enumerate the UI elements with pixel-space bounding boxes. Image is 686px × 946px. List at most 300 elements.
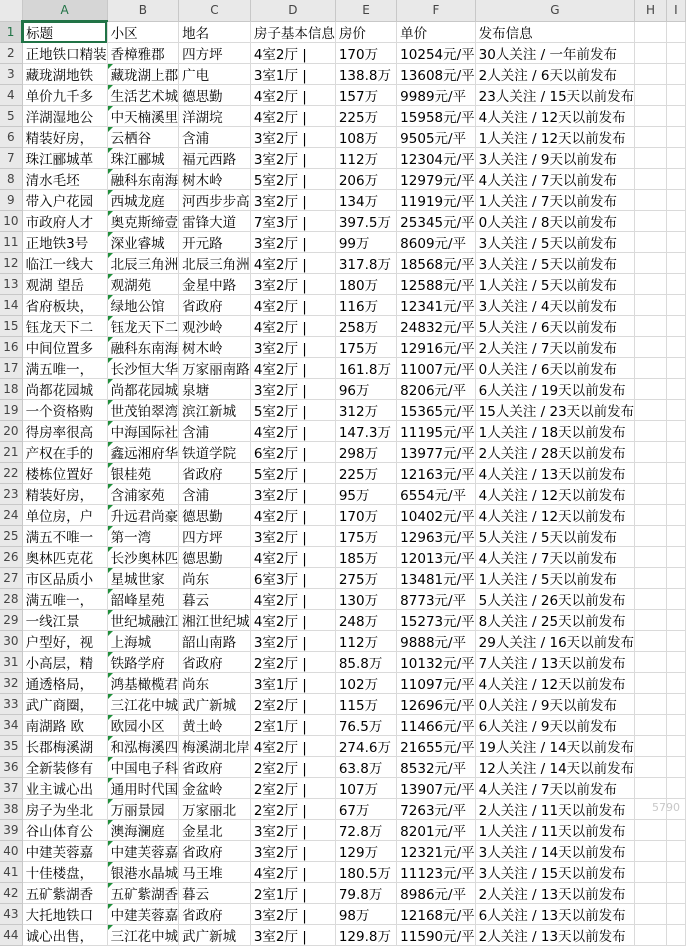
cell-e10[interactable]: 397.5万: [335, 211, 396, 232]
cell-h39[interactable]: [635, 820, 667, 841]
cell-c8[interactable]: 树木岭: [179, 169, 251, 190]
cell-c4[interactable]: 德思勤: [179, 85, 251, 106]
cell-h9[interactable]: [635, 190, 667, 211]
cell-e2[interactable]: 170万: [335, 43, 396, 64]
column-header-c[interactable]: C: [179, 0, 251, 21]
cell-a22[interactable]: 楼栋位置好: [22, 463, 107, 484]
cell-c38[interactable]: 万家丽北: [179, 799, 251, 820]
row-header[interactable]: 37: [0, 778, 22, 799]
cell-h24[interactable]: [635, 505, 667, 526]
cell-i42[interactable]: [666, 883, 685, 904]
cell-c30[interactable]: 韶山南路: [179, 631, 251, 652]
cell-i4[interactable]: [666, 85, 685, 106]
column-header-g[interactable]: G: [475, 0, 635, 21]
cell-d34[interactable]: 2室1厅 |: [250, 715, 335, 736]
cell-e23[interactable]: 95万: [335, 484, 396, 505]
cell-e19[interactable]: 312万: [335, 400, 396, 421]
cell-b20[interactable]: 中海国际社: [107, 421, 179, 442]
cell-f25[interactable]: 12963元/平: [397, 526, 476, 547]
row-header[interactable]: 11: [0, 232, 22, 253]
cell-e32[interactable]: 102万: [335, 673, 396, 694]
cell-c35[interactable]: 梅溪湖北岸: [179, 736, 251, 757]
cell-f29[interactable]: 15273元/平: [397, 610, 476, 631]
cell-a12[interactable]: 临江一线大: [22, 253, 107, 274]
cell-c41[interactable]: 马王堆: [179, 862, 251, 883]
cell-h1[interactable]: [635, 21, 667, 43]
cell-a33[interactable]: 武广商圈，: [22, 694, 107, 715]
cell-h43[interactable]: [635, 904, 667, 925]
cell-a2[interactable]: 正地铁口精装: [22, 43, 107, 64]
cell-f27[interactable]: 13481元/平: [397, 568, 476, 589]
row-header[interactable]: 7: [0, 148, 22, 169]
row-header[interactable]: 35: [0, 736, 22, 757]
row-header[interactable]: 12: [0, 253, 22, 274]
cell-c36[interactable]: 省政府: [179, 757, 251, 778]
cell-e3[interactable]: 138.8万: [335, 64, 396, 85]
cell-e37[interactable]: 107万: [335, 778, 396, 799]
cell-e12[interactable]: 317.8万: [335, 253, 396, 274]
row-header[interactable]: 21: [0, 442, 22, 463]
row-header[interactable]: 9: [0, 190, 22, 211]
cell-i23[interactable]: [666, 484, 685, 505]
cell-a14[interactable]: 省府板块，: [22, 295, 107, 316]
cell-g2[interactable]: 30人关注 / 一年前发布: [475, 43, 635, 64]
cell-i11[interactable]: [666, 232, 685, 253]
cell-e14[interactable]: 116万: [335, 295, 396, 316]
cell-d5[interactable]: 4室2厅 |: [250, 106, 335, 127]
column-header-d[interactable]: D: [250, 0, 335, 21]
cell-a37[interactable]: 业主诚心出: [22, 778, 107, 799]
cell-d37[interactable]: 2室2厅 |: [250, 778, 335, 799]
cell-g37[interactable]: 4人关注 / 7天以前发布: [475, 778, 635, 799]
cell-f20[interactable]: 11195元/平: [397, 421, 476, 442]
cell-f22[interactable]: 12163元/平: [397, 463, 476, 484]
cell-g5[interactable]: 4人关注 / 12天以前发布: [475, 106, 635, 127]
cell-a44[interactable]: 诚心出售，: [22, 925, 107, 946]
cell-b23[interactable]: 含浦家苑: [107, 484, 179, 505]
row-header[interactable]: 17: [0, 358, 22, 379]
cell-f9[interactable]: 11919元/平: [397, 190, 476, 211]
cell-f8[interactable]: 12979元/平: [397, 169, 476, 190]
cell-b32[interactable]: 鸿基橄榄君: [107, 673, 179, 694]
cell-g38[interactable]: 2人关注 / 11天以前发布: [475, 799, 635, 820]
cell-h32[interactable]: [635, 673, 667, 694]
cell-f24[interactable]: 10402元/平: [397, 505, 476, 526]
row-header[interactable]: 30: [0, 631, 22, 652]
cell-h21[interactable]: [635, 442, 667, 463]
cell-g17[interactable]: 0人关注 / 6天以前发布: [475, 358, 635, 379]
row-header[interactable]: 1: [0, 21, 22, 43]
cell-i30[interactable]: [666, 631, 685, 652]
cell-d44[interactable]: 3室2厅 |: [250, 925, 335, 946]
cell-f35[interactable]: 21655元/平: [397, 736, 476, 757]
cell-b3[interactable]: 藏珑湖上郡: [107, 64, 179, 85]
cell-f1[interactable]: 单价: [397, 21, 476, 43]
cell-h2[interactable]: [635, 43, 667, 64]
cell-e4[interactable]: 157万: [335, 85, 396, 106]
cell-h23[interactable]: [635, 484, 667, 505]
cell-c23[interactable]: 含浦: [179, 484, 251, 505]
cell-d39[interactable]: 3室2厅 |: [250, 820, 335, 841]
cell-d25[interactable]: 3室2厅 |: [250, 526, 335, 547]
cell-c25[interactable]: 四方坪: [179, 526, 251, 547]
cell-f13[interactable]: 12588元/平: [397, 274, 476, 295]
cell-b33[interactable]: 三江花中城: [107, 694, 179, 715]
cell-i12[interactable]: [666, 253, 685, 274]
row-header[interactable]: 32: [0, 673, 22, 694]
cell-c10[interactable]: 雷锋大道: [179, 211, 251, 232]
cell-b38[interactable]: 万丽景园: [107, 799, 179, 820]
cell-h7[interactable]: [635, 148, 667, 169]
cell-c42[interactable]: 暮云: [179, 883, 251, 904]
cell-e1[interactable]: 房价: [335, 21, 396, 43]
cell-i36[interactable]: [666, 757, 685, 778]
cell-i22[interactable]: [666, 463, 685, 484]
row-header[interactable]: 4: [0, 85, 22, 106]
cell-b11[interactable]: 深业睿城: [107, 232, 179, 253]
cell-f39[interactable]: 8201元/平: [397, 820, 476, 841]
cell-f30[interactable]: 9888元/平: [397, 631, 476, 652]
cell-b2[interactable]: 香樟雅郡: [107, 43, 179, 64]
cell-g42[interactable]: 2人关注 / 13天以前发布: [475, 883, 635, 904]
cell-c6[interactable]: 含浦: [179, 127, 251, 148]
cell-g4[interactable]: 23人关注 / 15天以前发布: [475, 85, 635, 106]
cell-b39[interactable]: 澳海澜庭: [107, 820, 179, 841]
cell-d19[interactable]: 5室2厅 |: [250, 400, 335, 421]
cell-h26[interactable]: [635, 547, 667, 568]
cell-d15[interactable]: 4室2厅 |: [250, 316, 335, 337]
cell-b1[interactable]: 小区: [107, 21, 179, 43]
cell-c1[interactable]: 地名: [179, 21, 251, 43]
cell-a10[interactable]: 市政府人才: [22, 211, 107, 232]
cell-e42[interactable]: 79.8万: [335, 883, 396, 904]
cell-b34[interactable]: 欧园小区: [107, 715, 179, 736]
cell-c31[interactable]: 省政府: [179, 652, 251, 673]
row-header[interactable]: 29: [0, 610, 22, 631]
row-header[interactable]: 3: [0, 64, 22, 85]
cell-c29[interactable]: 湘江世纪城: [179, 610, 251, 631]
cell-a6[interactable]: 精装好房，: [22, 127, 107, 148]
cell-d33[interactable]: 2室2厅 |: [250, 694, 335, 715]
cell-b43[interactable]: 中建芙蓉嘉: [107, 904, 179, 925]
cell-i24[interactable]: [666, 505, 685, 526]
cell-c13[interactable]: 金星中路: [179, 274, 251, 295]
cell-d35[interactable]: 4室2厅 |: [250, 736, 335, 757]
cell-i44[interactable]: [666, 925, 685, 946]
cell-b6[interactable]: 云栖谷: [107, 127, 179, 148]
cell-c21[interactable]: 铁道学院: [179, 442, 251, 463]
cell-g1[interactable]: 发布信息: [475, 21, 635, 43]
cell-f28[interactable]: 8773元/平: [397, 589, 476, 610]
cell-g43[interactable]: 6人关注 / 13天以前发布: [475, 904, 635, 925]
cell-a11[interactable]: 正地铁3号: [22, 232, 107, 253]
cell-d30[interactable]: 3室2厅 |: [250, 631, 335, 652]
cell-d1[interactable]: 房子基本信息: [250, 21, 335, 43]
cell-h15[interactable]: [635, 316, 667, 337]
cell-f7[interactable]: 12304元/平: [397, 148, 476, 169]
row-header[interactable]: 41: [0, 862, 22, 883]
cell-e41[interactable]: 180.5万: [335, 862, 396, 883]
cell-i10[interactable]: [666, 211, 685, 232]
cell-e26[interactable]: 185万: [335, 547, 396, 568]
cell-h36[interactable]: [635, 757, 667, 778]
cell-a16[interactable]: 中间位置多: [22, 337, 107, 358]
cell-i16[interactable]: [666, 337, 685, 358]
cell-f23[interactable]: 6554元/平: [397, 484, 476, 505]
cell-h28[interactable]: [635, 589, 667, 610]
cell-f42[interactable]: 8986元/平: [397, 883, 476, 904]
cell-e29[interactable]: 248万: [335, 610, 396, 631]
cell-f21[interactable]: 13977元/平: [397, 442, 476, 463]
cell-a5[interactable]: 洋湖湿地公: [22, 106, 107, 127]
cell-b29[interactable]: 世纪城融江: [107, 610, 179, 631]
cell-h17[interactable]: [635, 358, 667, 379]
cell-b40[interactable]: 中建芙蓉嘉: [107, 841, 179, 862]
row-header[interactable]: 14: [0, 295, 22, 316]
column-header-f[interactable]: F: [397, 0, 476, 21]
cell-h3[interactable]: [635, 64, 667, 85]
cell-f12[interactable]: 18568元/平: [397, 253, 476, 274]
cell-h44[interactable]: [635, 925, 667, 946]
cell-c28[interactable]: 暮云: [179, 589, 251, 610]
cell-g34[interactable]: 6人关注 / 9天以前发布: [475, 715, 635, 736]
cell-a27[interactable]: 市区品质小: [22, 568, 107, 589]
cell-d13[interactable]: 3室2厅 |: [250, 274, 335, 295]
cell-a35[interactable]: 长郡梅溪湖: [22, 736, 107, 757]
column-header-e[interactable]: E: [335, 0, 396, 21]
cell-d36[interactable]: 2室2厅 |: [250, 757, 335, 778]
row-header[interactable]: 25: [0, 526, 22, 547]
cell-e24[interactable]: 170万: [335, 505, 396, 526]
cell-d8[interactable]: 5室2厅 |: [250, 169, 335, 190]
row-header[interactable]: 20: [0, 421, 22, 442]
cell-i41[interactable]: [666, 862, 685, 883]
cell-a36[interactable]: 全新装修有: [22, 757, 107, 778]
cell-d6[interactable]: 3室2厅 |: [250, 127, 335, 148]
cell-g23[interactable]: 4人关注 / 12天以前发布: [475, 484, 635, 505]
cell-e30[interactable]: 112万: [335, 631, 396, 652]
cell-b41[interactable]: 银港水晶城: [107, 862, 179, 883]
cell-f10[interactable]: 25345元/平: [397, 211, 476, 232]
cell-d16[interactable]: 3室2厅 |: [250, 337, 335, 358]
cell-f5[interactable]: 15958元/平: [397, 106, 476, 127]
cell-a20[interactable]: 得房率很高: [22, 421, 107, 442]
cell-e13[interactable]: 180万: [335, 274, 396, 295]
cell-a3[interactable]: 藏珑湖地铁: [22, 64, 107, 85]
cell-i35[interactable]: [666, 736, 685, 757]
cell-e8[interactable]: 206万: [335, 169, 396, 190]
cell-g25[interactable]: 5人关注 / 5天以前发布: [475, 526, 635, 547]
cell-c18[interactable]: 泉塘: [179, 379, 251, 400]
cell-a23[interactable]: 精装好房，: [22, 484, 107, 505]
cell-i33[interactable]: [666, 694, 685, 715]
cell-e18[interactable]: 96万: [335, 379, 396, 400]
cell-e39[interactable]: 72.8万: [335, 820, 396, 841]
row-header[interactable]: 23: [0, 484, 22, 505]
cell-b28[interactable]: 韶峰星苑: [107, 589, 179, 610]
row-header[interactable]: 19: [0, 400, 22, 421]
cell-b44[interactable]: 三江花中城: [107, 925, 179, 946]
row-header[interactable]: 40: [0, 841, 22, 862]
cell-a17[interactable]: 满五唯一，: [22, 358, 107, 379]
row-header[interactable]: 38: [0, 799, 22, 820]
cell-f6[interactable]: 9505元/平: [397, 127, 476, 148]
cell-f41[interactable]: 11123元/平: [397, 862, 476, 883]
cell-g28[interactable]: 5人关注 / 26天以前发布: [475, 589, 635, 610]
cell-i17[interactable]: [666, 358, 685, 379]
cell-f33[interactable]: 12696元/平: [397, 694, 476, 715]
cell-i28[interactable]: [666, 589, 685, 610]
cell-b35[interactable]: 和泓梅溪四: [107, 736, 179, 757]
cell-d32[interactable]: 3室1厅 |: [250, 673, 335, 694]
cell-f2[interactable]: 10254元/平: [397, 43, 476, 64]
cell-d31[interactable]: 2室2厅 |: [250, 652, 335, 673]
row-header[interactable]: 22: [0, 463, 22, 484]
cell-h13[interactable]: [635, 274, 667, 295]
cell-i37[interactable]: [666, 778, 685, 799]
cell-b7[interactable]: 珠江郦城: [107, 148, 179, 169]
cell-f15[interactable]: 24832元/平: [397, 316, 476, 337]
row-header[interactable]: 10: [0, 211, 22, 232]
cell-e34[interactable]: 76.5万: [335, 715, 396, 736]
cell-i1[interactable]: [666, 21, 685, 43]
cell-e28[interactable]: 130万: [335, 589, 396, 610]
cell-h37[interactable]: [635, 778, 667, 799]
cell-i21[interactable]: [666, 442, 685, 463]
cell-h11[interactable]: [635, 232, 667, 253]
cell-h22[interactable]: [635, 463, 667, 484]
cell-f3[interactable]: 13608元/平: [397, 64, 476, 85]
cell-b16[interactable]: 融科东南海: [107, 337, 179, 358]
cell-d2[interactable]: 4室2厅 |: [250, 43, 335, 64]
cell-d7[interactable]: 3室2厅 |: [250, 148, 335, 169]
row-header[interactable]: 8: [0, 169, 22, 190]
cell-f40[interactable]: 12321元/平: [397, 841, 476, 862]
cell-h10[interactable]: [635, 211, 667, 232]
cell-c20[interactable]: 含浦: [179, 421, 251, 442]
cell-a30[interactable]: 户型好，视: [22, 631, 107, 652]
cell-g8[interactable]: 4人关注 / 7天以前发布: [475, 169, 635, 190]
cell-i3[interactable]: [666, 64, 685, 85]
cell-e16[interactable]: 175万: [335, 337, 396, 358]
cell-e25[interactable]: 175万: [335, 526, 396, 547]
cell-i27[interactable]: [666, 568, 685, 589]
cell-c33[interactable]: 武广新城: [179, 694, 251, 715]
row-header[interactable]: 15: [0, 316, 22, 337]
cell-g41[interactable]: 3人关注 / 15天以前发布: [475, 862, 635, 883]
cell-c3[interactable]: 广电: [179, 64, 251, 85]
cell-g22[interactable]: 4人关注 / 13天以前发布: [475, 463, 635, 484]
cell-g21[interactable]: 2人关注 / 28天以前发布: [475, 442, 635, 463]
cell-f36[interactable]: 8532元/平: [397, 757, 476, 778]
cell-h30[interactable]: [635, 631, 667, 652]
cell-e33[interactable]: 115万: [335, 694, 396, 715]
cell-b36[interactable]: 中国电子科: [107, 757, 179, 778]
cell-d14[interactable]: 4室2厅 |: [250, 295, 335, 316]
cell-g35[interactable]: 19人关注 / 14天以前发布: [475, 736, 635, 757]
cell-f32[interactable]: 11097元/平: [397, 673, 476, 694]
cell-i32[interactable]: [666, 673, 685, 694]
cell-b37[interactable]: 通用时代国: [107, 778, 179, 799]
cell-g33[interactable]: 0人关注 / 9天以前发布: [475, 694, 635, 715]
cell-d20[interactable]: 4室2厅 |: [250, 421, 335, 442]
cell-g27[interactable]: 1人关注 / 5天以前发布: [475, 568, 635, 589]
cell-c27[interactable]: 尚东: [179, 568, 251, 589]
cell-i5[interactable]: [666, 106, 685, 127]
cell-d11[interactable]: 3室2厅 |: [250, 232, 335, 253]
cell-c32[interactable]: 尚东: [179, 673, 251, 694]
cell-e27[interactable]: 275万: [335, 568, 396, 589]
cell-a38[interactable]: 房子为坐北: [22, 799, 107, 820]
cell-b18[interactable]: 尚都花园城: [107, 379, 179, 400]
cell-a40[interactable]: 中建芙蓉嘉: [22, 841, 107, 862]
cell-h35[interactable]: [635, 736, 667, 757]
cell-b27[interactable]: 星城世家: [107, 568, 179, 589]
cell-d23[interactable]: 3室2厅 |: [250, 484, 335, 505]
cell-i9[interactable]: [666, 190, 685, 211]
cell-d28[interactable]: 4室2厅 |: [250, 589, 335, 610]
cell-h12[interactable]: [635, 253, 667, 274]
cell-c16[interactable]: 树木岭: [179, 337, 251, 358]
cell-d10[interactable]: 7室3厅 |: [250, 211, 335, 232]
cell-a28[interactable]: 满五唯一，: [22, 589, 107, 610]
cell-i43[interactable]: [666, 904, 685, 925]
cell-e9[interactable]: 134万: [335, 190, 396, 211]
select-all-corner[interactable]: [0, 0, 22, 21]
cell-b22[interactable]: 银桂苑: [107, 463, 179, 484]
cell-e31[interactable]: 85.8万: [335, 652, 396, 673]
cell-d40[interactable]: 3室2厅 |: [250, 841, 335, 862]
cell-h14[interactable]: [635, 295, 667, 316]
cell-g13[interactable]: 1人关注 / 5天以前发布: [475, 274, 635, 295]
row-header[interactable]: 18: [0, 379, 22, 400]
cell-e20[interactable]: 147.3万: [335, 421, 396, 442]
row-header[interactable]: 2: [0, 43, 22, 64]
cell-i2[interactable]: [666, 43, 685, 64]
cell-c24[interactable]: 德思勤: [179, 505, 251, 526]
cell-d38[interactable]: 2室2厅 |: [250, 799, 335, 820]
row-header[interactable]: 39: [0, 820, 22, 841]
cell-b25[interactable]: 第一湾: [107, 526, 179, 547]
cell-i13[interactable]: [666, 274, 685, 295]
cell-h25[interactable]: [635, 526, 667, 547]
cell-c7[interactable]: 福元西路: [179, 148, 251, 169]
row-header[interactable]: 27: [0, 568, 22, 589]
cell-a26[interactable]: 奥林匹克花: [22, 547, 107, 568]
cell-f43[interactable]: 12168元/平: [397, 904, 476, 925]
cell-f44[interactable]: 11590元/平: [397, 925, 476, 946]
cell-d17[interactable]: 4室2厅 |: [250, 358, 335, 379]
cell-a8[interactable]: 清水毛坯: [22, 169, 107, 190]
cell-f16[interactable]: 12916元/平: [397, 337, 476, 358]
row-header[interactable]: 5: [0, 106, 22, 127]
cell-h16[interactable]: [635, 337, 667, 358]
cell-d24[interactable]: 4室2厅 |: [250, 505, 335, 526]
row-header[interactable]: 26: [0, 547, 22, 568]
cell-b5[interactable]: 中天楠溪里: [107, 106, 179, 127]
cell-c26[interactable]: 德思勤: [179, 547, 251, 568]
cell-h19[interactable]: [635, 400, 667, 421]
cell-a25[interactable]: 满五不唯一: [22, 526, 107, 547]
cell-c9[interactable]: 河西步步高: [179, 190, 251, 211]
cell-g29[interactable]: 8人关注 / 25天以前发布: [475, 610, 635, 631]
cell-e35[interactable]: 274.6万: [335, 736, 396, 757]
cell-h18[interactable]: [635, 379, 667, 400]
cell-g10[interactable]: 0人关注 / 8天以前发布: [475, 211, 635, 232]
cell-i25[interactable]: [666, 526, 685, 547]
cell-g3[interactable]: 2人关注 / 6天以前发布: [475, 64, 635, 85]
cell-c5[interactable]: 洋湖垸: [179, 106, 251, 127]
